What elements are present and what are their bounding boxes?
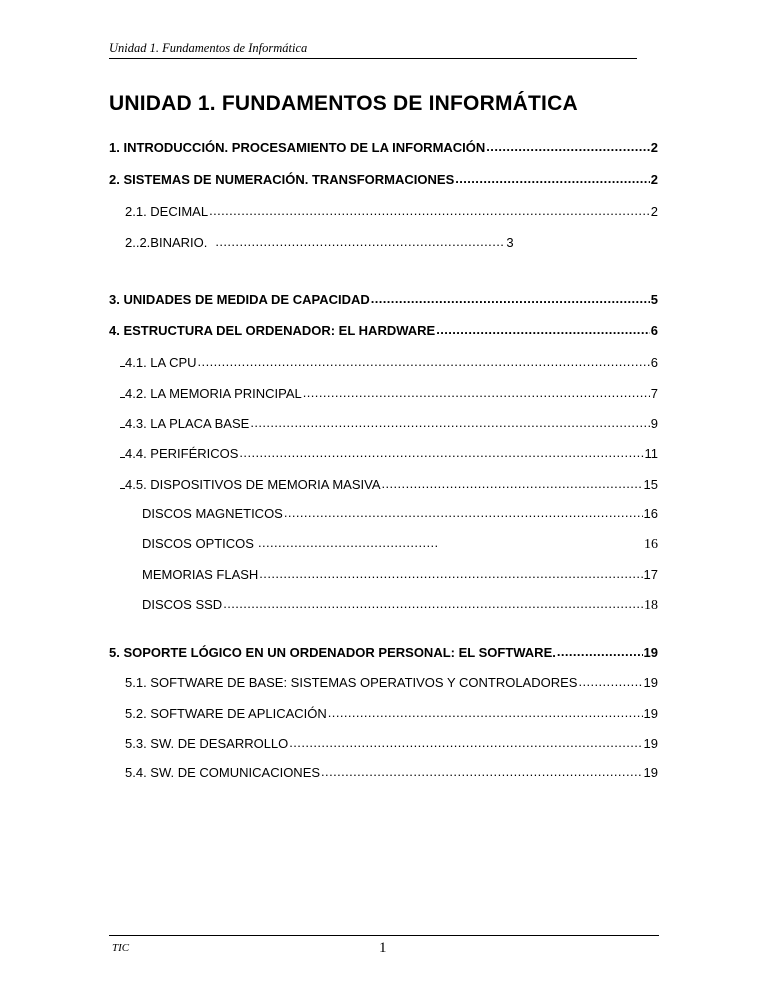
document-title: UNIDAD 1. FUNDAMENTOS DE INFORMÁTICA	[109, 92, 578, 115]
toc-entry-title: 4.1. LA CPU	[125, 355, 197, 370]
toc-entry-title: 5. SOPORTE LÓGICO EN UN ORDENADOR PERSONAL: EL SOFTWARE.	[109, 645, 556, 660]
toc-page-number: 11	[644, 446, 658, 461]
toc-entry-cpu[interactable]	[120, 354, 658, 371]
dot-leader	[223, 597, 643, 609]
toc-entry-title: MEMORIAS FLASH	[142, 567, 259, 582]
footer-page-number: 1	[379, 940, 387, 956]
dot-leader	[289, 736, 642, 748]
toc-entry-title: 2..2.BINARIO.	[125, 235, 208, 250]
dot-leader	[455, 172, 650, 184]
toc-entry-title: 5.1. SOFTWARE DE BASE: SISTEMAS OPERATIVOS Y CONTROLADORES	[125, 675, 578, 690]
toc-page-number: 2	[650, 172, 658, 187]
toc-entry-title: 4.2. LA MEMORIA PRINCIPAL	[125, 386, 302, 401]
toc-entry-title: 4.3. LA PLACA BASE	[125, 416, 250, 431]
toc-page-number: 2	[650, 204, 658, 219]
toc-entry-title: DISCOS MAGNETICOS	[142, 506, 283, 521]
dot-leader	[303, 386, 650, 398]
toc-entry-discos-magneticos[interactable]	[142, 506, 658, 522]
toc-entry-title: 5.3. SW. DE DESARROLLO	[125, 736, 289, 751]
toc-entry-title: 4. ESTRUCTURA DEL ORDENADOR: EL HARDWARE	[109, 323, 436, 338]
toc-entry-title: 4.4. PERIFÉRICOS	[125, 446, 239, 461]
toc-entry-decimal[interactable]	[125, 204, 658, 220]
toc-entry-memorias-flash[interactable]	[142, 567, 658, 583]
dot-leader	[436, 323, 650, 335]
dot-leader	[321, 765, 642, 777]
dot-leader	[215, 235, 505, 247]
toc-page-number: 9	[650, 416, 658, 431]
toc-entry-software-base[interactable]	[125, 675, 658, 691]
running-footer	[109, 935, 659, 956]
dot-leader	[371, 292, 650, 304]
toc-page-number: 19	[643, 765, 658, 780]
dot-leader	[239, 446, 643, 458]
toc-entry-title: DISCOS SSD	[142, 597, 223, 612]
dot-leader	[209, 204, 650, 216]
toc-page-number: 16	[643, 506, 658, 521]
toc-page-number: 6	[650, 323, 658, 338]
toc-page-number: 17	[643, 567, 658, 582]
toc-page-number: 16	[644, 537, 658, 552]
toc-page-number: 19	[643, 675, 658, 690]
dot-leader	[486, 140, 649, 152]
dot-leader	[198, 355, 650, 367]
toc-entry-hardware[interactable]	[109, 323, 658, 339]
toc-page-number: 2	[650, 140, 658, 155]
toc-entry-perifericos[interactable]	[120, 445, 658, 462]
toc-page-number: 15	[643, 477, 658, 492]
toc-entry-title: 5.4. SW. DE COMUNICACIONES	[125, 765, 321, 780]
toc-page-number: 19	[643, 706, 658, 721]
toc-entry-title: 5.2. SOFTWARE DE APLICACIÓN	[125, 706, 327, 721]
toc-entry-title: 3. UNIDADES DE MEDIDA DE CAPACIDAD	[109, 292, 370, 307]
toc-page-number: 6	[650, 355, 658, 370]
toc-page-number: 19	[643, 645, 658, 660]
running-header: Unidad 1. Fundamentos de Informática	[109, 40, 637, 59]
footer-label: TIC	[112, 942, 130, 954]
dot-leader	[259, 567, 642, 579]
toc-page-number: 7	[650, 386, 658, 401]
toc-entry-binario[interactable]	[125, 235, 525, 251]
dot-leader	[284, 506, 643, 518]
dot-leader	[250, 416, 649, 428]
dot-leader	[557, 645, 643, 657]
toc-page-number: 3	[506, 235, 514, 250]
toc-entry-introduccion[interactable]	[109, 140, 658, 156]
dot-leader	[328, 706, 643, 718]
toc-entry-placa-base[interactable]	[120, 415, 658, 432]
dot-leader	[578, 675, 642, 687]
toc-entry-sistemas-numeracion[interactable]	[109, 172, 658, 188]
toc-entry-software[interactable]	[109, 645, 658, 661]
toc-entry-sw-comunicaciones[interactable]	[125, 765, 658, 781]
dot-leader	[258, 536, 438, 548]
toc-entry-title: 4.5. DISPOSITIVOS DE MEMORIA MASIVA	[125, 477, 381, 492]
toc-entry-discos-opticos[interactable]	[142, 536, 658, 553]
dot-leader	[382, 477, 643, 489]
toc-entry-title: 2. SISTEMAS DE NUMERACIÓN. TRANSFORMACIONES	[109, 172, 455, 187]
toc-page-number: 18	[644, 598, 658, 613]
toc-entry-memoria-masiva[interactable]	[120, 476, 658, 493]
toc-entry-discos-ssd[interactable]	[142, 597, 658, 614]
toc-entry-unidades-medida[interactable]	[109, 292, 658, 308]
toc-entry-memoria-principal[interactable]	[120, 385, 658, 402]
toc-page-number: 19	[643, 736, 658, 751]
toc-entry-sw-desarrollo[interactable]	[125, 736, 658, 752]
toc-page-number: 5	[650, 292, 658, 307]
toc-entry-title: DISCOS OPTICOS	[142, 536, 254, 551]
toc-entry-title: 1. INTRODUCCIÓN. PROCESAMIENTO DE LA INFORMACIÓN	[109, 140, 486, 155]
toc-entry-title: 2.1. DECIMAL	[125, 204, 209, 219]
toc-entry-software-aplicacion[interactable]	[125, 706, 658, 722]
